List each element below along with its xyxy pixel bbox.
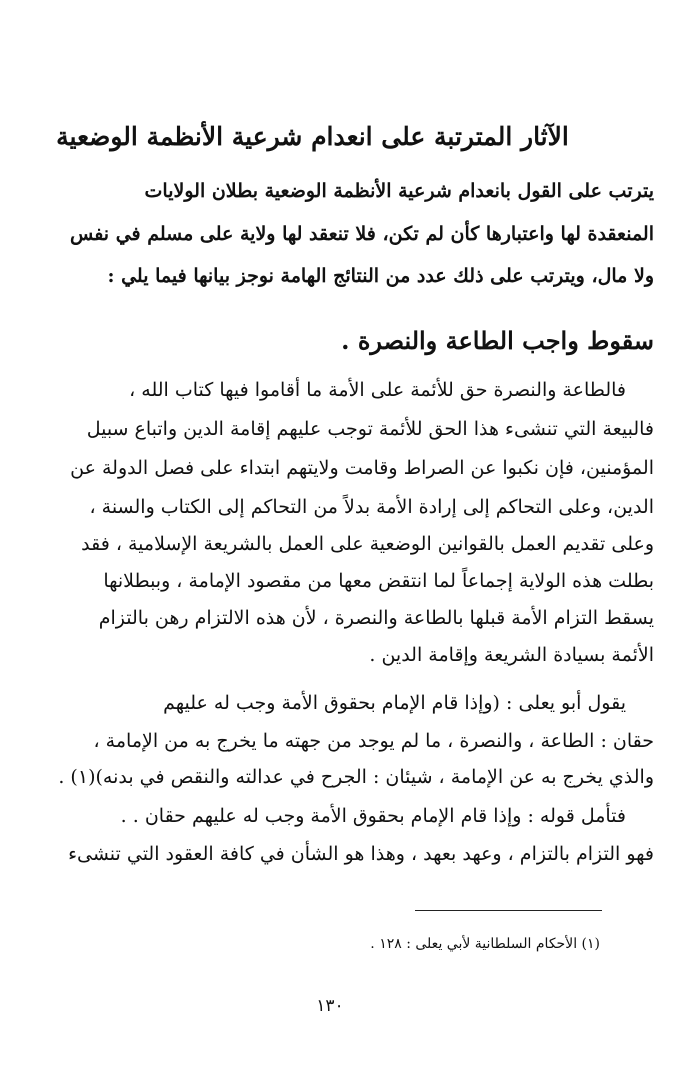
chapter-title: الآثار المترتبة على انعدام شرعية الأنظمة الوضعية xyxy=(56,122,569,151)
paragraph1-line-4: الدين، وعلى التحاكم إلى إرادة الأمة بدلاً من التحاكم إلى الكتاب والسنة ، xyxy=(89,496,654,518)
intro-line-3: ولا مال، ويترتب على ذلك عدد من النتائج الهامة نوجز بيانها فيما يلي : xyxy=(107,265,654,287)
page-number: ١٣٠ xyxy=(316,996,344,1016)
paragraph2-line-2: حقان : الطاعة ، والنصرة ، ما لم يوجد من جهته ما يخرج به من الإمامة ، xyxy=(93,730,654,752)
footnote: (١) الأحكام السلطانية لأبي يعلى : ١٢٨ . xyxy=(370,936,600,952)
paragraph1-line-2: فالبيعة التي تنشىء هذا الحق للأئمة توجب عليهم إقامة الدين واتباع سبيل xyxy=(86,418,654,440)
paragraph1-line-5: وعلى تقديم العمل بالقوانين الوضعية على العمل بالشريعة الإسلامية ، فقد xyxy=(81,533,654,555)
paragraph2-line-3: والذي يخرج به عن الإمامة ، شيئان : الجرح في عدالته والنقص في بدنه)(١) . xyxy=(58,766,654,788)
paragraph1-line-7: يسقط التزام الأمة قبلها بالطاعة والنصرة ، لأن هذه الالتزام رهن بالتزام xyxy=(98,607,654,629)
paragraph2-line-4: فتأمل قوله : وإذا قام الإمام بحقوق الأمة وجب له عليهم حقان . . xyxy=(120,805,626,827)
intro-line-2: المنعقدة لها واعتبارها كأن لم تكن، فلا تنعقد لها ولاية على مسلم في نفس xyxy=(69,223,654,245)
paragraph2-line-1: يقول أبو يعلى : (وإذا قام الإمام بحقوق الأمة وجب له عليهم xyxy=(163,692,626,714)
footnote-separator xyxy=(415,910,602,911)
paragraph1-line-8: الأئمة بسيادة الشريعة وإقامة الدين . xyxy=(369,644,654,666)
intro-line-1: يترتب على القول بانعدام شرعية الأنظمة الوضعية بطلان الولايات xyxy=(144,180,654,202)
section-heading: سقوط واجب الطاعة والنصرة . xyxy=(341,326,654,355)
paragraph1-line-1: فالطاعة والنصرة حق للأئمة على الأمة ما أقاموا فيها كتاب الله ، xyxy=(129,379,626,401)
paragraph1-line-6: بطلت هذه الولاية إجماعاً لما انتقض معها من مقصود الإمامة ، وببطلانها xyxy=(103,570,654,592)
paragraph2-line-5: فهو التزام بالتزام ، وعهد بعهد ، وهذا هو الشأن في كافة العقود التي تنشىء xyxy=(68,843,654,865)
paragraph1-line-3: المؤمنين، فإن نكبوا عن الصراط وقامت ولايتهم ابتداء على فصل الدولة عن xyxy=(70,457,654,479)
